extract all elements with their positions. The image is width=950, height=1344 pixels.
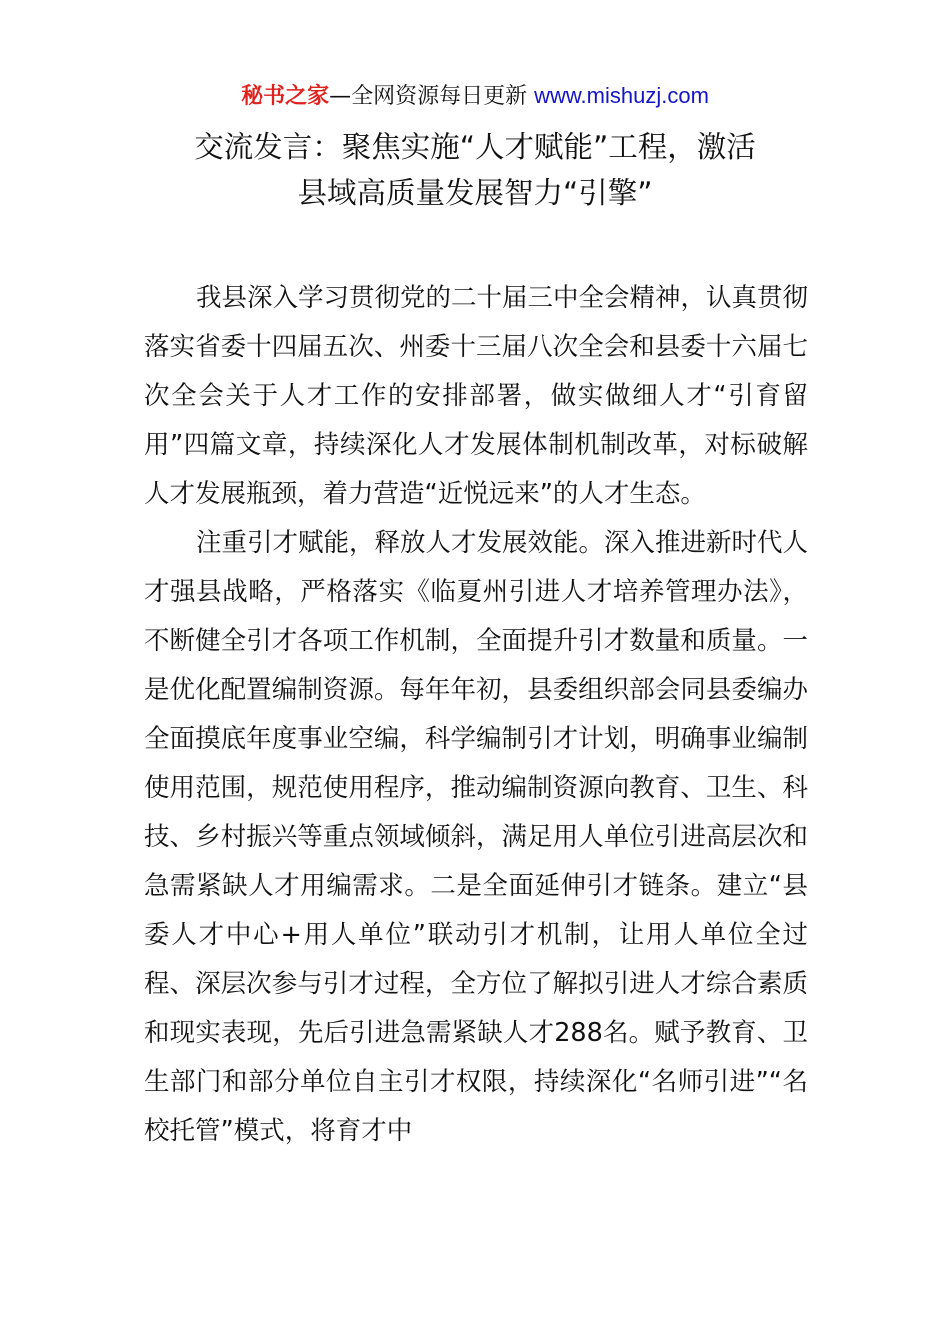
paragraph: 我县深入学习贯彻党的二十届三中全会精神，认真贯彻落实省委十四届五次、州委十三届八次全会和县委十六届七次全会关于人才工作的安排部署，做实做细人才“引育留用”四篇文章，持续深化人才发展体制机制改革，对标破解人才发展瓶颈，着力营造“近悦远来”的人才生态。	[144, 283, 809, 509]
site-url-link[interactable]: www.mishuzj.com	[534, 83, 709, 108]
title-line-2: 县域高质量发展智力“引擎”	[297, 176, 653, 210]
title-line-1: 交流发言：聚焦实施“人才赋能”工程，激活	[194, 130, 756, 164]
paragraph: 注重引才赋能，释放人才发展效能。深入推进新时代人才强县战略，严格落实《临夏州引进人才培养管理办法》，不断健全引才各项工作机制，全面提升引才数量和质量。一是优化配置编制资源。每年年初，县委组织部会同县委编办全面摸底年度事业空编，科学编制引才计划，明确事业编制使用范围，规范使用程序，推动编制资源向教育、卫生、科技、乡村振兴等重点领域倾斜，满足用人单位引进高层次和急需紧缺人才用编需求。二是全面延伸引才链条。建立“县委人才中心+用人单位”联动引才机制，让用人单位全过程、深层次参与引才过程，全方位了解拟引进人才综合素质和现实表现，先后引进急需紧缺人才288名。赋予教育、卫生部门和部分单位自主引才权限，持续深化“名师引进”“名校托管”模式，将育才中	[144, 528, 809, 1146]
document-title	[100, 124, 850, 216]
brand-name: 秘书之家	[241, 84, 330, 109]
document-body	[144, 274, 808, 1156]
header-tagline: —全网资源每日更新	[329, 84, 528, 109]
site-header	[0, 80, 950, 113]
